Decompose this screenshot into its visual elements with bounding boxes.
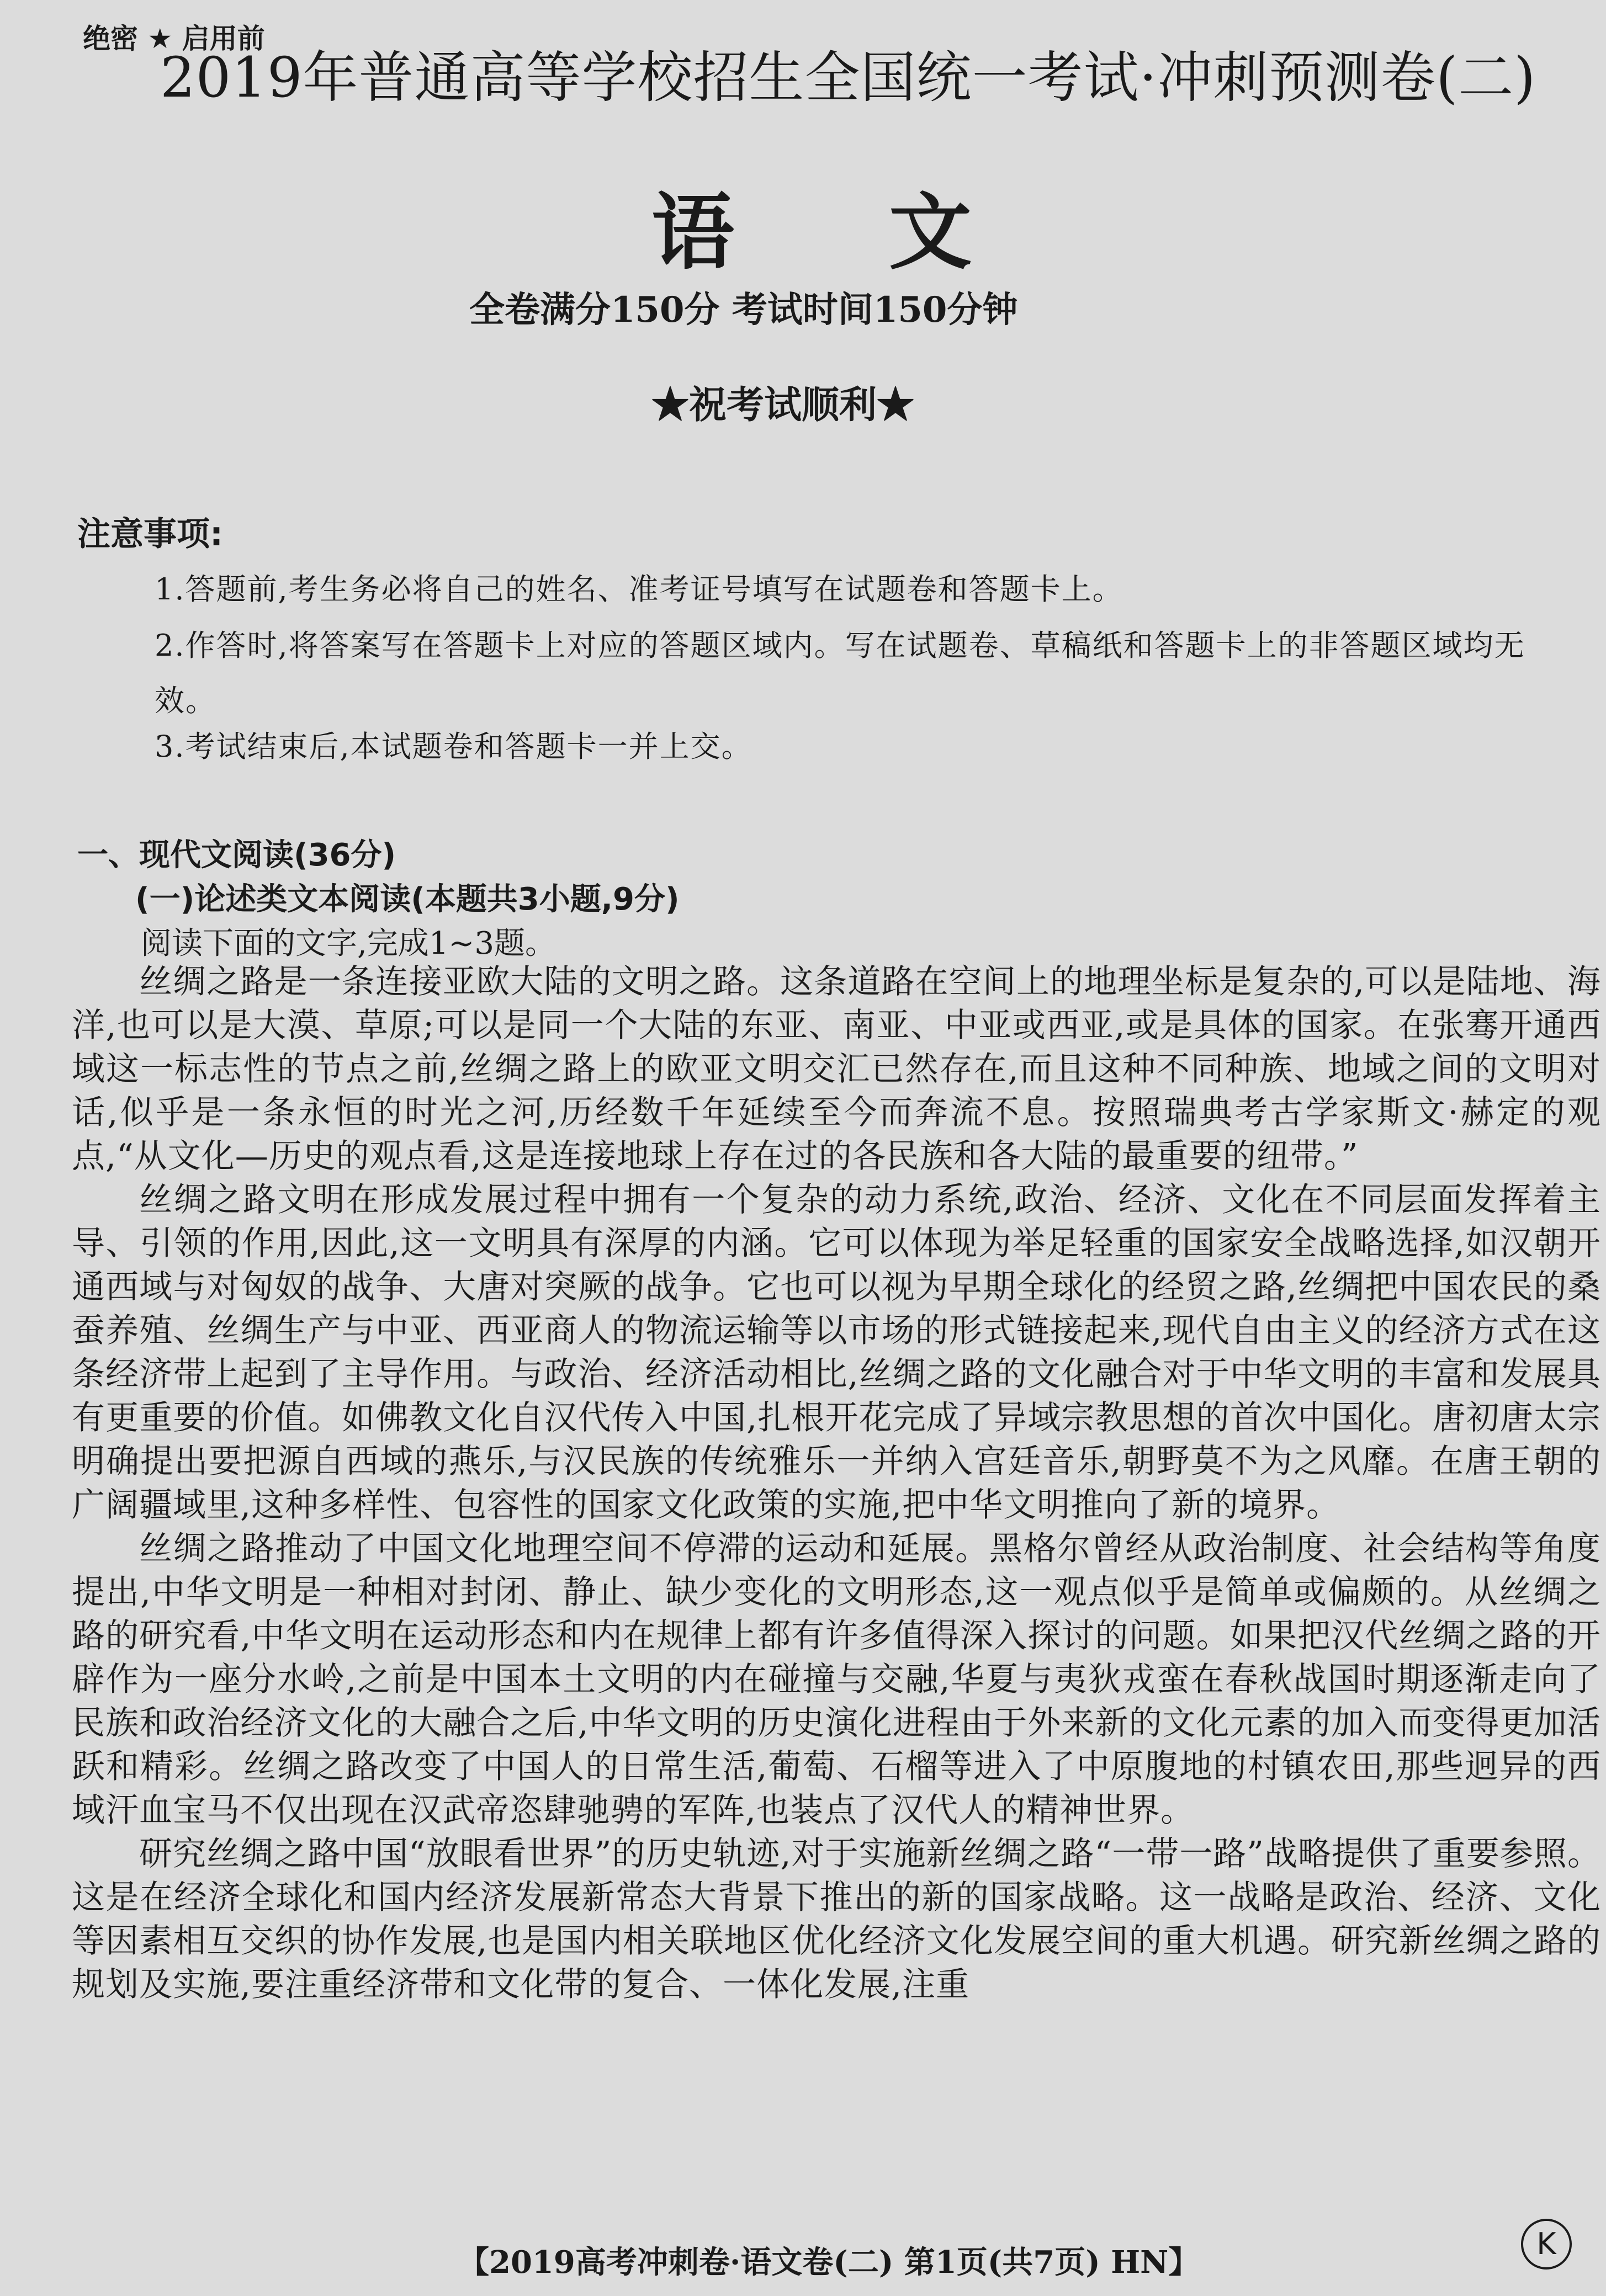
passage-paragraph: 研究丝绸之路中国“放眼看世界”的历史轨迹,对于实施新丝绸之路“一带一路”战略提供了重要参照。这是在经济全球化和国内经济发展新常态大背景下推出的新的国家战略。这一战略是政治、经济、文化等因素相互交织的协作发展,也是国内相关联地区优化经济文化发展空间的重大机遇。研究新丝绸之路的规划及实施,要注重经济带和文化带的复合、一体化发展,注重 bbox=[72, 1835, 1601, 2004]
notice-item: 2.作答时,将答案写在答题卡上对应的答题区域内。写在试题卷、草稿纸和答题卡上的非答题区域均无效。 bbox=[155, 628, 1525, 718]
exam-title: 2019年普通高等学校招生全国统一考试·冲刺预测卷(二) bbox=[160, 45, 1536, 110]
subject-title: 语文 bbox=[651, 184, 1127, 281]
notice-item: 1.答题前,考生务必将自己的姓名、准考证号填写在试题卷和答题卡上。 bbox=[155, 572, 1123, 607]
score-and-time: 全卷满分150分 考试时间150分钟 bbox=[469, 289, 1018, 331]
page-footer: 【2019高考冲刺卷·语文卷(二) 第1页(共7页) HN】 bbox=[458, 2244, 1200, 2281]
notice-title: 注意事项: bbox=[77, 515, 223, 554]
passage-paragraph: 丝绸之路文明在形成发展过程中拥有一个复杂的动力系统,政治、经济、文化在不同层面发挥着主导、引领的作用,因此,这一文明具有深厚的内涵。它可以体现为举足轻重的国家安全战略选择,如汉朝开通西域与对匈奴的战争、大唐对突厥的战争。它也可以视为早期全球化的经贸之路,丝绸把中国农民的桑蚕养殖、丝绸生产与中亚、西亚商人的物流运输等以市场的形式链接起来,现代自由主义的经济方式在这条经济带上起到了主导作用。与政治、经济活动相比,丝绸之路的文化融合对于中华文明的丰富和发展具有更重要的价值。如佛教文化自汉代传入中国,扎根开花完成了异域宗教思想的首次中国化。唐初唐太宗明确提出要把源自西域的燕乐,与汉民族的传统雅乐一并纳入宫廷音乐,朝野莫不为之风靡。在唐王朝的广阔疆域里,这种多样性、包容性的国家文化政策的实施,把中华文明推向了新的境界。 bbox=[72, 1181, 1601, 1524]
passage-paragraph: 丝绸之路推动了中国文化地理空间不停滞的运动和延展。黑格尔曾经从政治制度、社会结构等角度提出,中华文明是一种相对封闭、静止、缺少变化的文明形态,这一观点似乎是简单或偏颇的。从丝绸之路的研究看,中华文明在运动形态和内在规律上都有许多值得深入探讨的问题。如果把汉代丝绸之路的开辟作为一座分水岭,之前是中国本土文明的内在碰撞与交融,华夏与夷狄戎蛮在春秋战国时期逐渐走向了民族和政治经济文化的大融合之后,中华文明的历史演化进程由于外来新的文化元素的加入而变得更加活跃和精彩。丝绸之路改变了中国人的日常生活,葡萄、石榴等进入了中原腹地的村镇农田,那些迥异的西域汗血宝马不仅出现在汉武帝恣肆驰骋的军阵,也装点了汉代人的精神世界。 bbox=[72, 1529, 1601, 1830]
confidential-label: 绝密 ★ 启用前 bbox=[83, 23, 265, 55]
circled-k-mark: K bbox=[1521, 2219, 1572, 2270]
subsection-heading: (一)论述类文本阅读(本题共3小题,9分) bbox=[135, 881, 680, 917]
section-heading: 一、现代文阅读(36分) bbox=[77, 837, 396, 873]
reading-instruction: 阅读下面的文字,完成1~3题。 bbox=[141, 926, 556, 961]
notice-item: 3.考试结束后,本试题卷和答题卡一并上交。 bbox=[155, 729, 752, 764]
passage-paragraph: 丝绸之路是一条连接亚欧大陆的文明之路。这条道路在空间上的地理坐标是复杂的,可以是陆地、海洋,也可以是大漠、草原;可以是同一个大陆的东亚、南亚、中亚或西亚,或是具体的国家。在张骞开通西域这一标志性的节点之前,丝绸之路上的欧亚文明交汇已然存在,而且这种不同种族、地域之间的文明对话,似乎是一条永恒的时光之河,历经数千年延续至今而奔流不息。按照瑞典考古学家斯文·赫定的观点,“从文化—历史的观点看,这是连接地球上存在过的各民族和各大陆的最重要的纽带。” bbox=[72, 963, 1601, 1176]
reading-passage bbox=[72, 960, 1601, 2007]
good-luck-line: ★祝考试顺利★ bbox=[651, 383, 915, 427]
